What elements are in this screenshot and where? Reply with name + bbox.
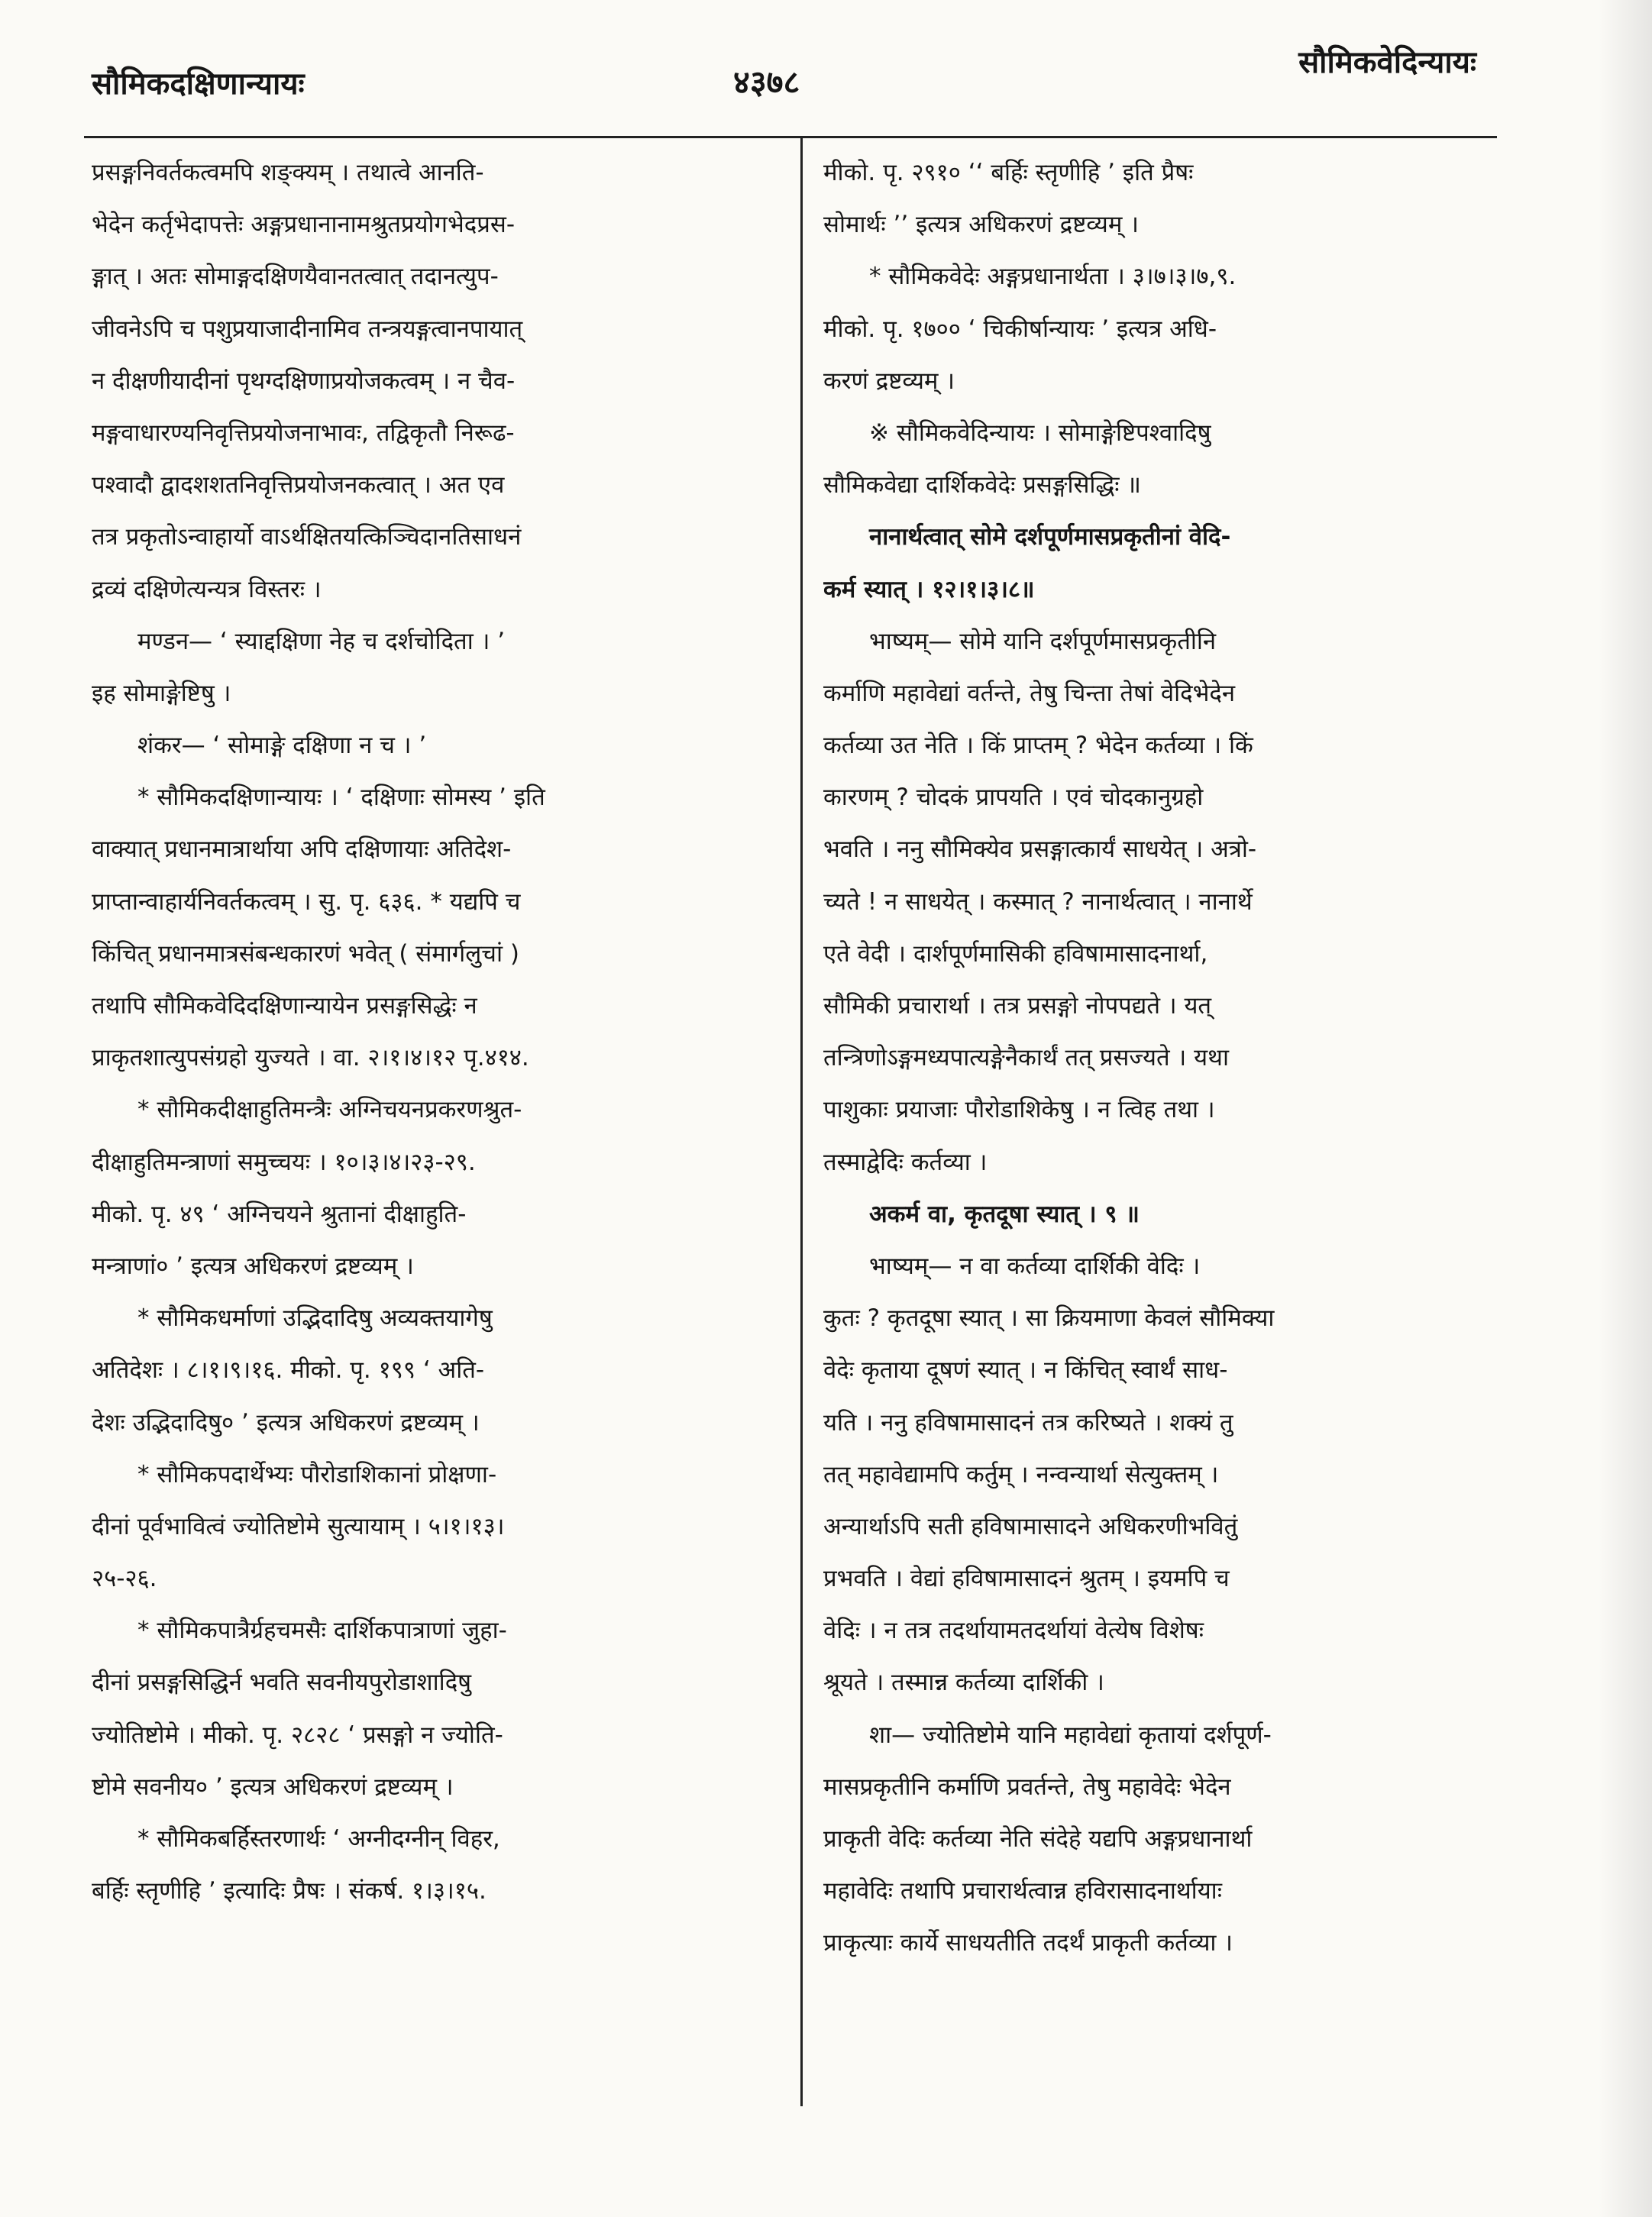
text-line: च्यते ! न साधयेत् । कस्मात् ? नानार्थत्वात् । नानार्थे <box>823 887 1253 916</box>
text-line: ज्योतिष्टोमे । मीको. पृ. २८२८ ‘ प्रसङ्गो न ज्योति- <box>92 1721 503 1749</box>
text-line: भेदेन कर्तृभेदापत्तेः अङ्गप्रधानानामश्रुतप्रयोगभेदप्रस- <box>92 211 516 239</box>
text-line: वेदिः । न तत्र तदर्थायामतदर्थायां वेत्येष विशेषः <box>823 1617 1204 1645</box>
text-line: कर्म स्यात् । १२।१।३।८॥ <box>823 575 1035 603</box>
left-column <box>92 147 783 1917</box>
text-line: * सौमिकबर्हिस्तरणार्थः ‘ अग्नीदग्नीन् विहर, <box>137 1825 500 1853</box>
right-column <box>823 147 1515 1970</box>
text-line: बर्हिः स्तृणीहि ’ इत्यादिः प्रैषः । संकर्ष. १।३।१५. <box>92 1877 487 1905</box>
text-line: महावेदिः तथापि प्रचारार्थत्वान्न हविरासादनार्थायाः <box>823 1877 1222 1905</box>
text-line: पश्वादौ द्वादशशतनिवृत्तिप्रयोजनकत्वात् । अत एव <box>92 471 505 499</box>
text-line: यति । ननु हविषामासादनं तत्र करिष्यते । शक्यं तु <box>823 1408 1233 1437</box>
page-edge-shadow <box>1599 0 1652 2217</box>
text-line: सौमिकी प्रचारार्था । तत्र प्रसङ्गो नोपपद्यते । यत् <box>823 992 1212 1020</box>
text-line: * सौमिकदीक्षाहुतिमन्त्रैः अग्निचयनप्रकरणश्रुत- <box>137 1096 522 1124</box>
text-line: अकर्म वा, कृतदूषा स्यात् । ९ ॥ <box>869 1200 1140 1228</box>
text-line: किंचित् प्रधानमात्रसंबन्धकारणं भवेत् ( संमार्गलुचां ) <box>92 939 519 968</box>
text-line: प्राकृत्याः कार्ये साधयतीति तदर्थं प्राकृती कर्तव्या । <box>823 1929 1233 1957</box>
text-line: नानार्थत्वात् सोमे दर्शपूर्णमासप्रकृतीनां वेदि- <box>869 523 1231 551</box>
text-line: तत्र प्रकृतोऽन्वाहार्यो वाऽर्थक्षितयत्किञ्चिदानतिसाधनं <box>92 523 522 551</box>
text-line: दीक्षाहुतिमन्त्राणां समुच्चयः । १०।३।४।२३-२९. <box>92 1148 476 1176</box>
running-header-left: सौमिकदक्षिणान्यायः <box>92 66 305 102</box>
text-line: शा— ज्योतिष्टोमे यानि महावेद्यां कृतायां दर्शपूर्ण- <box>869 1721 1272 1749</box>
text-line: मण्डन— ‘ स्याद्दक्षिणा नेह च दर्शचोदिता । ’ <box>137 627 506 655</box>
text-line: मीको. पृ. ४९ ‘ अग्निचयने श्रुतानां दीक्षाहुति- <box>92 1200 467 1228</box>
text-line: अन्यार्थाऽपि सती हविषामासादने अधिकरणीभवितुं <box>823 1512 1238 1540</box>
text-line: भवति । ननु सौमिक्येव प्रसङ्गात्कार्यं साधयेत् । अत्रो- <box>823 835 1257 864</box>
text-line: शंकर— ‘ सोमाङ्गे दक्षिणा न च । ’ <box>137 732 427 760</box>
text-line: भाष्यम्— सोमे यानि दर्शपूर्णमासप्रकृतीनि <box>869 627 1217 655</box>
text-line: कुतः ? कृतदूषा स्यात् । सा क्रियमाणा केवलं सौमिक्या <box>823 1304 1275 1333</box>
text-line: प्राकृती वेदिः कर्तव्या नेति संदेहे यद्यपि अङ्गप्रधानार्था <box>823 1825 1253 1853</box>
text-line: करणं द्रष्टव्यम् । <box>823 367 955 395</box>
text-line: सोमार्थः ’’ इत्यत्र अधिकरणं द्रष्टव्यम् । <box>823 211 1140 239</box>
text-line: देशः उद्भिदादिषु० ’ इत्यत्र अधिकरणं द्रष्टव्यम् । <box>92 1408 480 1437</box>
text-line: तस्माद्वेदिः कर्तव्या । <box>823 1148 988 1176</box>
text-line: मासप्रकृतीनि कर्माणि प्रवर्तन्ते, तेषु महावेदेः भेदेन <box>823 1773 1231 1801</box>
text-line: न दीक्षणीयादीनां पृथग्दक्षिणाप्रयोजकत्वम् । न चैव- <box>92 367 516 395</box>
text-line: भाष्यम्— न वा कर्तव्या दार्शिकी वेदिः । <box>869 1252 1201 1280</box>
page-number: ४३७८ <box>733 63 800 101</box>
text-line: * सौमिकदक्षिणान्यायः । ‘ दक्षिणाः सोमस्य ’ इति <box>137 784 545 812</box>
text-line: अतिदेशः । ८।१।९।१६. मीको. पृ. १९९ ‘ अति- <box>92 1356 485 1385</box>
text-line: वेदेः कृताया दूषणं स्यात् । न किंचित् स्वार्थं साध- <box>823 1356 1228 1385</box>
text-line: तथापि सौमिकवेदिदक्षिणान्यायेन प्रसङ्गसिद्धेः न <box>92 992 477 1020</box>
text-line: मीको. पृ. २९१० ‘‘ बर्हिः स्तृणीहि ’ इति प्रैषः <box>823 159 1194 186</box>
text-line: ※ सौमिकवेदिन्यायः । सोमाङ्गेष्टिपश्वादिषु <box>869 419 1211 447</box>
text-line: कर्तव्या उत नेति । किं प्राप्तम् ? भेदेन कर्तव्या । किं <box>823 732 1253 760</box>
text-line: द्रव्यं दक्षिणेत्यन्यत्र विस्तरः । <box>92 575 322 603</box>
text-line: वाक्यात् प्रधानमात्रार्थाया अपि दक्षिणायाः अतिदेश- <box>92 835 512 864</box>
text-line: पाशुकाः प्रयाजाः पौरोडाशिकेषु । न त्विह तथा । <box>823 1096 1215 1124</box>
text-line: ङ्गात् । अतः सोमाङ्गदक्षिणयैवानतत्वात् तदानत्युप- <box>92 263 499 291</box>
text-line: * सौमिकधर्माणां उद्भिदादिषु अव्यक्तयागेषु <box>137 1304 493 1333</box>
text-line: प्राकृतशात्युपसंग्रहो युज्यते । वा. २।१।४।१२ पृ.४१४. <box>92 1044 529 1072</box>
text-line: ष्टोमे सवनीय० ’ इत्यत्र अधिकरणं द्रष्टव्यम् । <box>92 1773 454 1801</box>
text-line: * सौमिकपदार्थेभ्यः पौरोडाशिकानां प्रोक्षणा- <box>137 1460 497 1488</box>
text-line: प्रसङ्गनिवर्तकत्वमपि शङ्क्यम् । तथात्वे आनति- <box>92 159 484 186</box>
text-line: प्राप्तान्वाहार्यनिवर्तकत्वम् । सु. पृ. ६३६. * यद्यपि च <box>92 887 521 916</box>
text-line: दीनां पूर्वभावित्वं ज्योतिष्टोमे सुत्यायाम् । ५।१।१३। <box>92 1512 505 1540</box>
text-line: इह सोमाङ्गेष्टिषु । <box>92 679 231 707</box>
text-line: * सौमिकपात्रैर्ग्रहचमसैः दार्शिकपात्राणां जुहा- <box>137 1617 507 1645</box>
text-line: दीनां प्रसङ्गसिद्धिर्न भवति सवनीयपुरोडाशादिषु <box>92 1669 472 1697</box>
text-line: * सौमिकवेदेः अङ्गप्रधानार्थता । ३।७।३।७,९. <box>869 263 1237 291</box>
text-line: मन्त्राणां० ’ इत्यत्र अधिकरणं द्रष्टव्यम् । <box>92 1252 414 1280</box>
text-line: तन्त्रिणोऽङ्गमध्यपात्यङ्गेनैकार्थं तत् प्रसज्यते । यथा <box>823 1044 1229 1072</box>
running-header-right: सौमिकवेदिन्यायः <box>1298 45 1476 80</box>
text-line: तत् महावेद्यामपि कर्तुम् । नन्वन्यार्था सेत्युक्तम् । <box>823 1460 1219 1488</box>
header-rule <box>84 136 1497 138</box>
text-line: कर्माणि महावेद्यां वर्तन्ते, तेषु चिन्ता तेषां वेदिभेदेन <box>823 679 1236 707</box>
column-divider <box>800 136 803 2106</box>
text-line: श्रूयते । तस्मान्न कर्तव्या दार्शिकी । <box>823 1669 1104 1697</box>
text-line: सौमिकवेद्या दार्शिकवेदेः प्रसङ्गसिद्धिः ॥ <box>823 471 1141 499</box>
text-line: एते वेदी । दार्शपूर्णमासिकी हविषामासादनार्था, <box>823 939 1208 968</box>
text-line: प्रभवति । वेद्यां हविषामासादनं श्रुतम् । इयमपि च <box>823 1565 1230 1593</box>
text-line: २५-२६. <box>92 1565 157 1593</box>
text-line: मीको. पृ. १७०० ‘ चिकीर्षान्यायः ’ इत्यत्र अधि- <box>823 315 1217 343</box>
text-line: मङ्गवाधारण्यनिवृत्तिप्रयोजनाभावः, तद्विकृतौ निरूढ- <box>92 419 515 447</box>
text-line: कारणम् ? चोदकं प्रापयति । एवं चोदकानुग्रहो <box>823 784 1204 812</box>
text-line: जीवनेऽपि च पशुप्रयाजादीनामिव तन्त्रयङ्गत्वानपायात् <box>92 315 523 343</box>
